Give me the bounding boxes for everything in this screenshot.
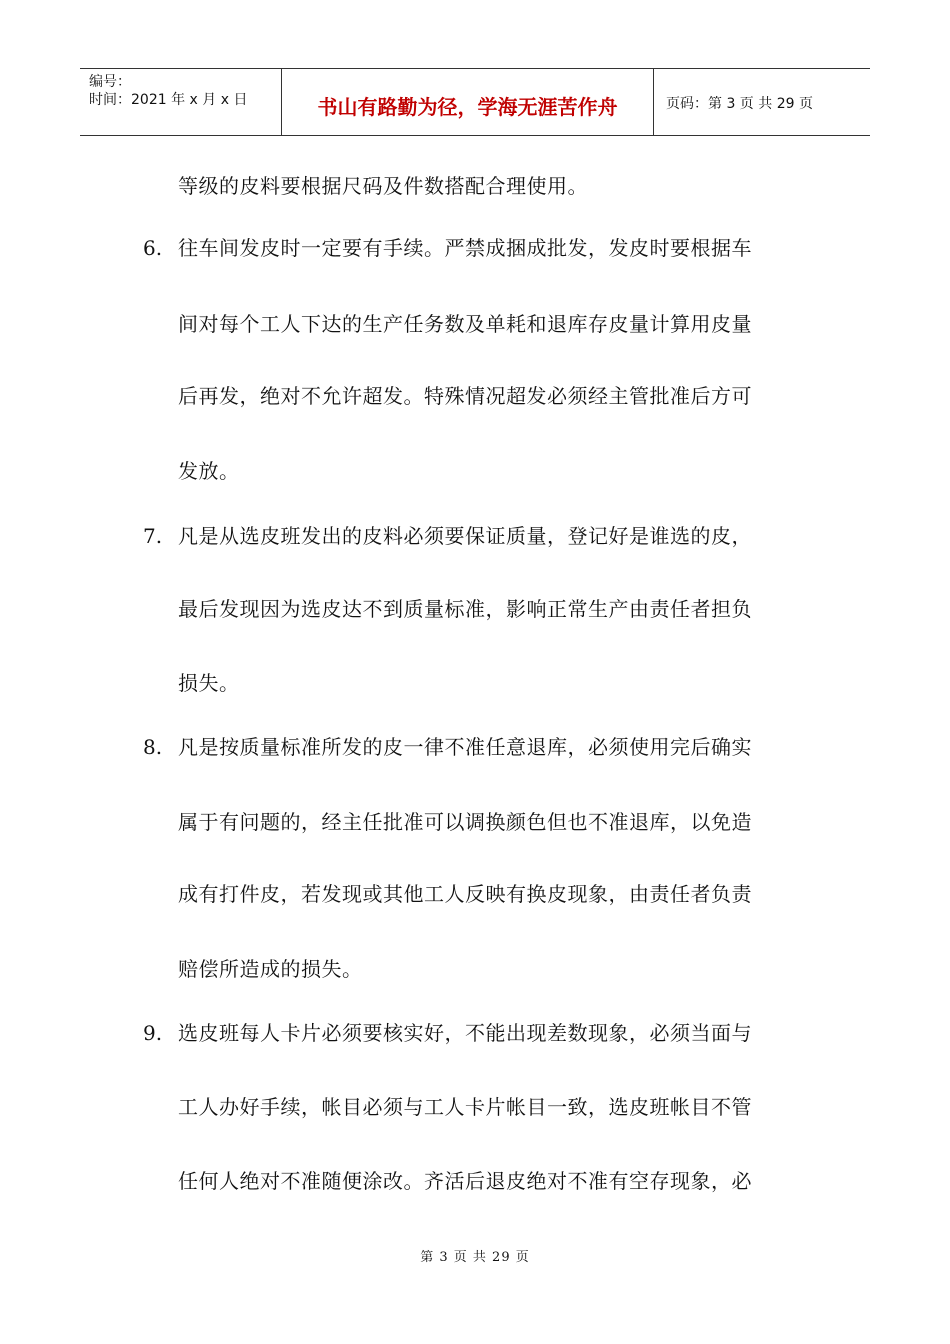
header-motto: 书山有路勤为径，学海无涯苦作舟: [282, 69, 654, 135]
body-line: 间对每个工人下达的生产任务数及单耗和退库存皮量计算用皮量: [178, 312, 752, 336]
list-number: 7.: [143, 524, 163, 548]
body-line: 发放。: [178, 459, 240, 483]
header-page-info: 页码：第 3 页 共 29 页: [666, 96, 813, 112]
body-line: 凡是从选皮班发出的皮料必须要保证质量，登记好是谁选的皮，: [178, 524, 752, 548]
body-line: 成有打件皮，若发现或其他工人反映有换皮现象，由责任者负责: [178, 882, 752, 906]
body-line: 往车间发皮时一定要有手续。严禁成捆成批发，发皮时要根据车: [178, 236, 752, 260]
document-header: [80, 68, 870, 136]
header-date-label: 时间：2021 年 x 月 x 日: [89, 92, 248, 108]
body-line: 后再发，绝对不允许超发。特殊情况超发必须经主管批准后方可: [178, 384, 752, 408]
body-line: 赔偿所造成的损失。: [178, 957, 363, 981]
body-line: 损失。: [178, 671, 240, 695]
header-number-label: 编号：: [89, 74, 131, 90]
body-line: 凡是按质量标准所发的皮一律不准任意退库，必须使用完后确实: [178, 735, 752, 759]
page-footer: 第 3 页 共 29 页: [420, 1250, 530, 1265]
body-line: 最后发现因为选皮达不到质量标准，影响正常生产由责任者担负: [178, 597, 752, 621]
body-line: 选皮班每人卡片必须要核实好，不能出现差数现象，必须当面与: [178, 1021, 752, 1045]
body-line: 任何人绝对不准随便涂改。齐活后退皮绝对不准有空存现象，必: [178, 1169, 752, 1193]
body-line: 属于有问题的，经主任批准可以调换颜色但也不准退库，以免造: [178, 810, 752, 834]
body-line: 工人办好手续，帐目必须与工人卡片帐目一致，选皮班帐目不管: [178, 1095, 752, 1119]
list-number: 9.: [143, 1021, 163, 1045]
body-line: 等级的皮料要根据尺码及件数搭配合理使用。: [178, 174, 588, 198]
header-meta-cell: [80, 69, 282, 135]
list-number: 6.: [143, 236, 163, 260]
list-number: 8.: [143, 735, 163, 759]
